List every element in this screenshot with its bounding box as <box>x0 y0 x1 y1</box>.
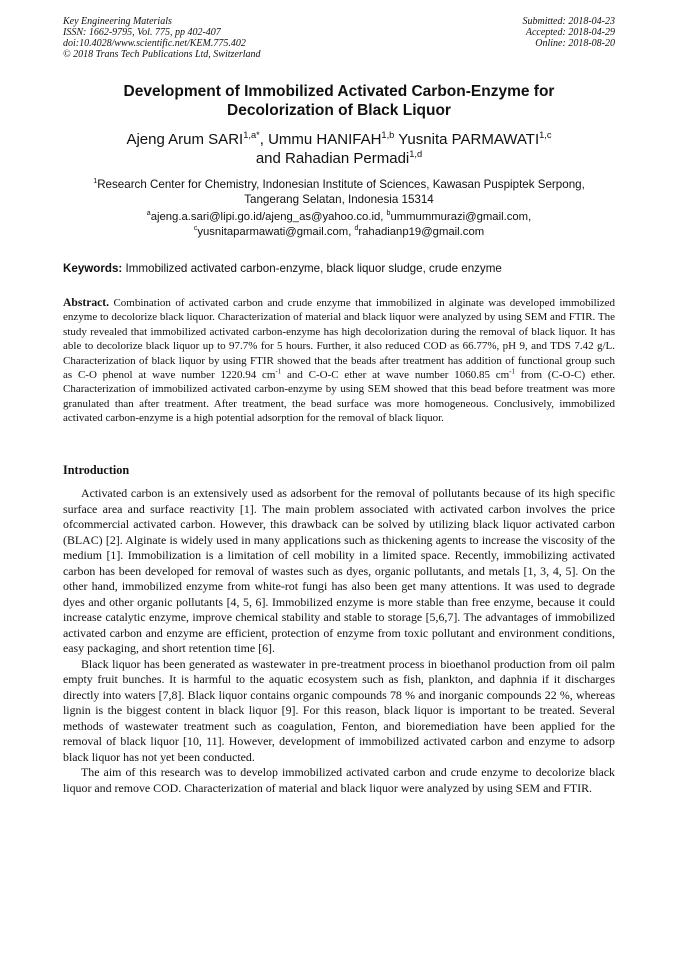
affiliation-line-1 <box>40 177 638 192</box>
unit-superscript-2: -1 <box>509 368 515 376</box>
emails-line-1 <box>40 210 638 225</box>
email-c[interactable]: yusnitaparmawati@gmail.com, <box>197 226 355 238</box>
paper-title <box>40 82 638 120</box>
email-b[interactable]: ummummurazi@gmail.com, <box>390 211 532 223</box>
issn-line: ISSN: 1662-9795, Vol. 775, pp 402-407 <box>63 27 221 38</box>
introduction-body <box>63 486 615 796</box>
author-3-affil: 1,c <box>539 130 552 140</box>
email-d-marker: d <box>354 225 359 233</box>
email-a-marker: a <box>146 210 151 218</box>
author-1-name: Ajeng Arum SARI <box>126 131 244 148</box>
title-line-2: Decolorization of Black Liquor <box>227 102 451 119</box>
accepted-date: Accepted: 2018-04-29 <box>525 27 615 38</box>
emails-line-2 <box>40 225 638 240</box>
author-4-affil: 1,d <box>409 149 423 159</box>
online-date: Online: 2018-08-20 <box>535 38 615 49</box>
title-line-1: Development of Immobilized Activated Carbon-Enzyme for <box>123 83 555 100</box>
affiliation <box>40 177 638 207</box>
affiliation-line-2: Tangerang Selatan, Indonesia 15314 <box>244 193 434 206</box>
email-c-marker: c <box>193 225 198 233</box>
journal-name: Key Engineering Materials <box>63 16 172 27</box>
author-2-affil: 1,b <box>381 130 395 140</box>
copyright-line: © 2018 Trans Tech Publications Ltd, Switzerland <box>63 49 261 60</box>
affiliation-marker: 1 <box>93 176 98 186</box>
author-2-name: , Ummu HANIFAH <box>259 131 382 148</box>
author-3-name: Yusnita PARMAWATI <box>394 131 540 148</box>
header-left <box>63 16 261 60</box>
email-a[interactable]: ajeng.a.sari@lipi.go.id/ajeng_as@yahoo.co.id, <box>150 211 387 223</box>
intro-paragraph-3: The aim of this research was to develop immobilized activated carbon and crude enzyme to decolorize black liquor and remove COD. Characterization of material and black liquor were analyzed by using SEM and FTIR. <box>63 765 615 795</box>
email-b-marker: b <box>386 210 391 218</box>
abstract-label: Abstract. <box>63 296 110 309</box>
intro-paragraph-1: Activated carbon is an extensively used as adsorbent for the removal of pollutants because of its high specific surface area and surface reactivity [1]. The main problem associated with activated carbon involves the price ofcommercial activated carbon. However, this drawback can be solved by utilizing black liquor activated carbon (BLAC) [2]. Alginate is widely used in many applications such as thickening agents to increase the viscosity of the medium [1]. Immobilization is a limitation of cell mobility in a limited space. Recently, immobilizing activated carbon has been developed for removal of wastes such as dyes, organic pollutants, and metals [1, 3, 4, 5]. On the other hand, immobilized enzyme from white-rot fungi has also been get many attentions. It was used to degrade dyes and other organic pollutants [4, 5, 6]. Immobilized enzyme is more stable than free enzyme, because it could increase catalytic enzyme, improve chemical stability and stable to storage [5,6,7]. The advantages of immobilized activated carbon and enzyme are efficient, protection of enzyme from toxic pollutant and environment conditions, easy packaging, and short retention time [6]. <box>63 486 615 655</box>
author-list <box>40 130 638 168</box>
author-emails <box>40 210 638 240</box>
keywords-text: Immobilized activated carbon-enzyme, black liquor sludge, crude enzyme <box>122 262 502 275</box>
unit-superscript-1: -1 <box>275 368 282 376</box>
author-4-name: and Rahadian Permadi <box>255 150 410 167</box>
header-right <box>523 16 616 49</box>
keywords-label: Keywords: <box>63 262 123 275</box>
intro-paragraph-2: Black liquor has been generated as wastewater in pre-treatment process in bioethanol production from oil palm empty fruit bunches. It is harmful to the aquatic ecosystem such as fish, plankton, and daphnia if it discharges directly into waters [7,8]. Black liquor contains organic compounds 78 % and inorganic compounds 22 %, whereas lignin is the biggest content in black liquor [9]. For this reason, black liquor is important to be treated. Several methods of wastewater treatment such as coagulation, Fenton, and bioremediation have been applied for the removal of black liquor [10, 11]. However, development of immobilized activated carbon and enzyme to adsorp black liquor has not yet been conducted. <box>63 656 615 764</box>
email-d[interactable]: rahadianp19@gmail.com <box>358 226 485 238</box>
abstract-text-1: Combination of activated carbon and crude enzyme that immobilized in alginate was developed immobilized enzyme to decolorize black liquor. Characterization of material and black liquor were analyzed by using SEM and FTIR. The study revealed that immobilized activated carbon-enzyme has high decolorization during the removal of black liquor. It has able to decolorize black liquor up to 97.7% for 5 hours. Further, it also reduced COD as 66.77%, pH 9, and TDS 7.42 g/L. Characterization of black liquor by using FTIR showed that the beads after treatment has addition of functional group such as C-O phenol at wave number 1220.94 cm <box>63 297 615 382</box>
section-heading-introduction: Introduction <box>63 463 130 477</box>
abstract-text-3: from (C-O-C) ether. Characterization of immobilized activated carbon-enzyme by using SEM showed that this bead before treatment was more granulated than after treatment. After treatment, the bead surface was more homogeneous. Conclusively, immobilized activated carbon-enzyme is a high potential adsorption for the removal of black liquor. <box>63 369 616 425</box>
authors-line-2 <box>40 149 638 168</box>
keywords <box>63 262 615 276</box>
abstract <box>63 296 615 426</box>
submitted-date: Submitted: 2018-04-23 <box>522 16 615 27</box>
abstract-text-2: and C-O-C ether at wave number 1060.85 cm <box>281 369 510 382</box>
authors-line-1 <box>40 130 638 149</box>
author-1-affil: 1,a* <box>243 130 260 140</box>
affiliation-text-1: Research Center for Chemistry, Indonesian Institute of Sciences, Kawasan Puspiptek Serpong, <box>97 178 585 191</box>
doi-line: doi:10.4028/www.scientific.net/KEM.775.402 <box>63 38 246 49</box>
